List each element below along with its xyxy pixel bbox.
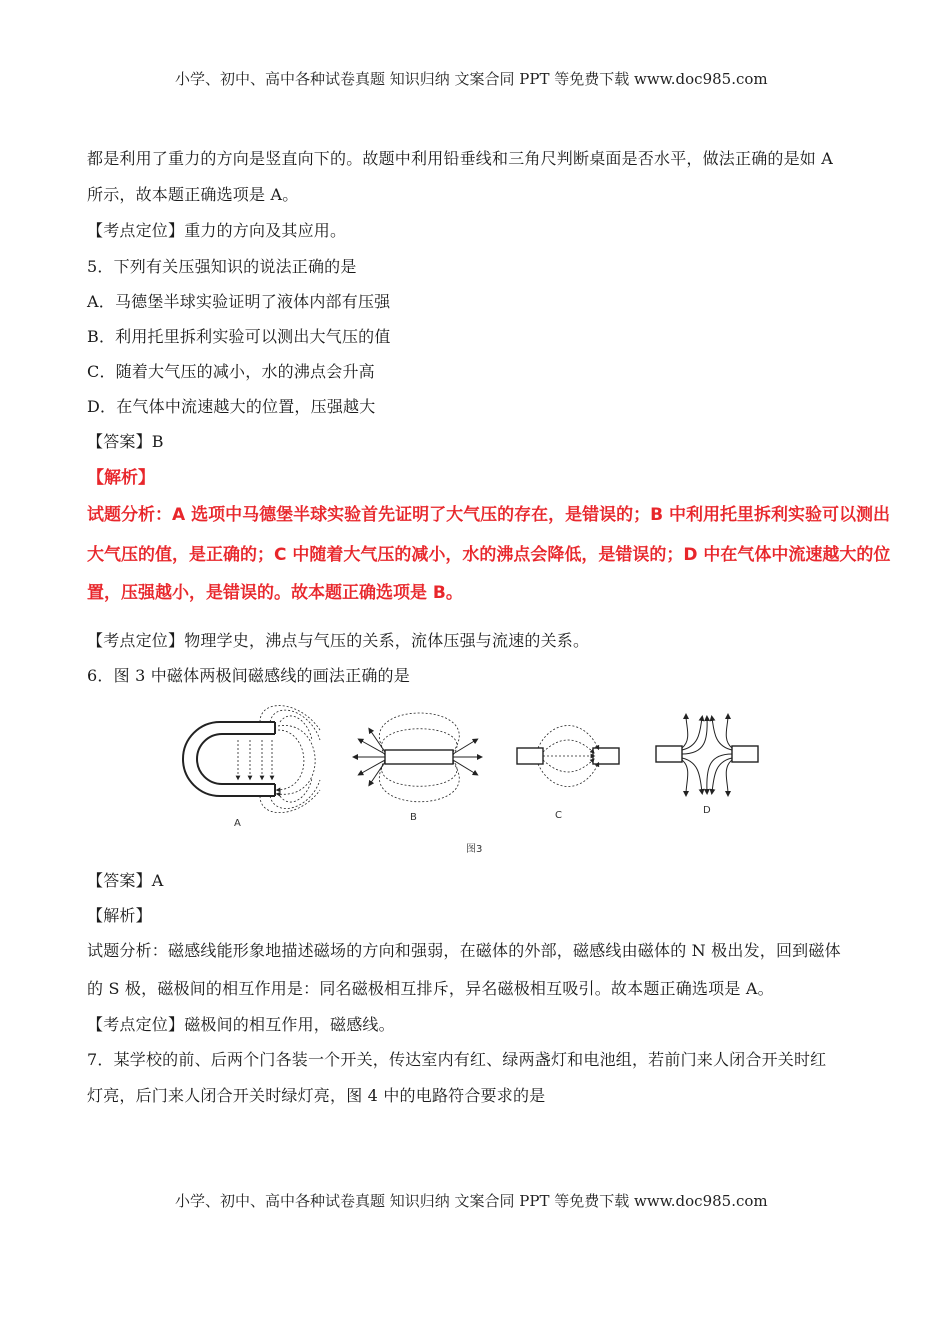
page-footer: 小学、初中、高中各种试卷真题 知识归纳 文案合同 PPT 等免费下载 www.doc985.com — [175, 1192, 768, 1210]
q5-analysis-line-3: 置，压强越小，是错误的。故本题正确选项是 B。 — [87, 583, 463, 603]
q6-stem: 6．图 3 中磁体两极间磁感线的画法正确的是 — [87, 666, 410, 685]
figure-label-c: C — [555, 810, 562, 821]
figure-label-b: B — [410, 812, 417, 823]
figure-3-magnetic-field-lines — [180, 700, 780, 860]
q4-analysis-line-1: 都是利用了重力的方向是竖直向下的。故题中利用铅垂线和三角尺判断桌面是否水平，做法正确的是如 A — [87, 149, 834, 168]
q6-jiexi-heading: 【解析】 — [87, 906, 152, 925]
q5-option-b: B．利用托里拆利实验可以测出大气压的值 — [87, 327, 391, 346]
q7-stem-line-2: 灯亮，后门来人闭合开关时绿灯亮，图 4 中的电路符合要求的是 — [87, 1086, 546, 1105]
figure-caption: 图3 — [466, 844, 483, 855]
q5-analysis-line-1: 试题分析：A 选项中马德堡半球实验首先证明了大气压的存在，是错误的；B 中利用托里拆利实验可以测出 — [87, 505, 890, 525]
q6-analysis-line-2: 的 S 极，磁极间的相互作用是：同名磁极相互排斥，异名磁极相互吸引。故本题正确选项是 A。 — [87, 979, 774, 998]
q5-analysis-line-2: 大气压的值，是正确的；C 中随着大气压的减小，水的沸点会降低，是错误的；D 中在气体中流速越大的位 — [87, 545, 891, 565]
figure-label-a: A — [234, 818, 241, 829]
q5-answer: 【答案】B — [87, 432, 164, 451]
q6-kaodian: 【考点定位】磁极间的相互作用，磁感线。 — [87, 1015, 395, 1034]
q5-option-a: A．马德堡半球实验证明了液体内部有压强 — [87, 292, 391, 311]
figure-label-d: D — [703, 805, 711, 816]
diagram-c-two-poles — [517, 726, 619, 787]
q7-stem-line-1: 7．某学校的前、后两个门各装一个开关，传达室内有红、绿两盏灯和电池组，若前门来人闭合开关时红 — [87, 1050, 827, 1069]
q5-jiexi-heading: 【解析】 — [87, 468, 155, 488]
q5-option-c: C．随着大气压的减小，水的沸点会升高 — [87, 362, 375, 381]
diagram-a-horseshoe — [183, 706, 320, 813]
q5-kaodian: 【考点定位】物理学史，沸点与气压的关系，流体压强与流速的关系。 — [87, 631, 590, 650]
q5-option-d: D．在气体中流速越大的位置，压强越大 — [87, 397, 376, 416]
q5-stem: 5．下列有关压强知识的说法正确的是 — [87, 257, 357, 276]
q6-analysis-line-1: 试题分析：磁感线能形象地描述磁场的方向和强弱，在磁体的外部，磁感线由磁体的 N 极出发，回到磁体 — [87, 941, 841, 960]
diagram-b-bar-magnet — [355, 713, 480, 802]
page-header: 小学、初中、高中各种试卷真题 知识归纳 文案合同 PPT 等免费下载 www.doc985.com — [175, 70, 768, 88]
diagram-d-repelling-poles — [656, 716, 758, 794]
q6-answer: 【答案】A — [87, 871, 164, 890]
q4-kaodian: 【考点定位】重力的方向及其应用。 — [87, 221, 347, 240]
q4-analysis-line-2: 所示，故本题正确选项是 A。 — [87, 185, 299, 204]
